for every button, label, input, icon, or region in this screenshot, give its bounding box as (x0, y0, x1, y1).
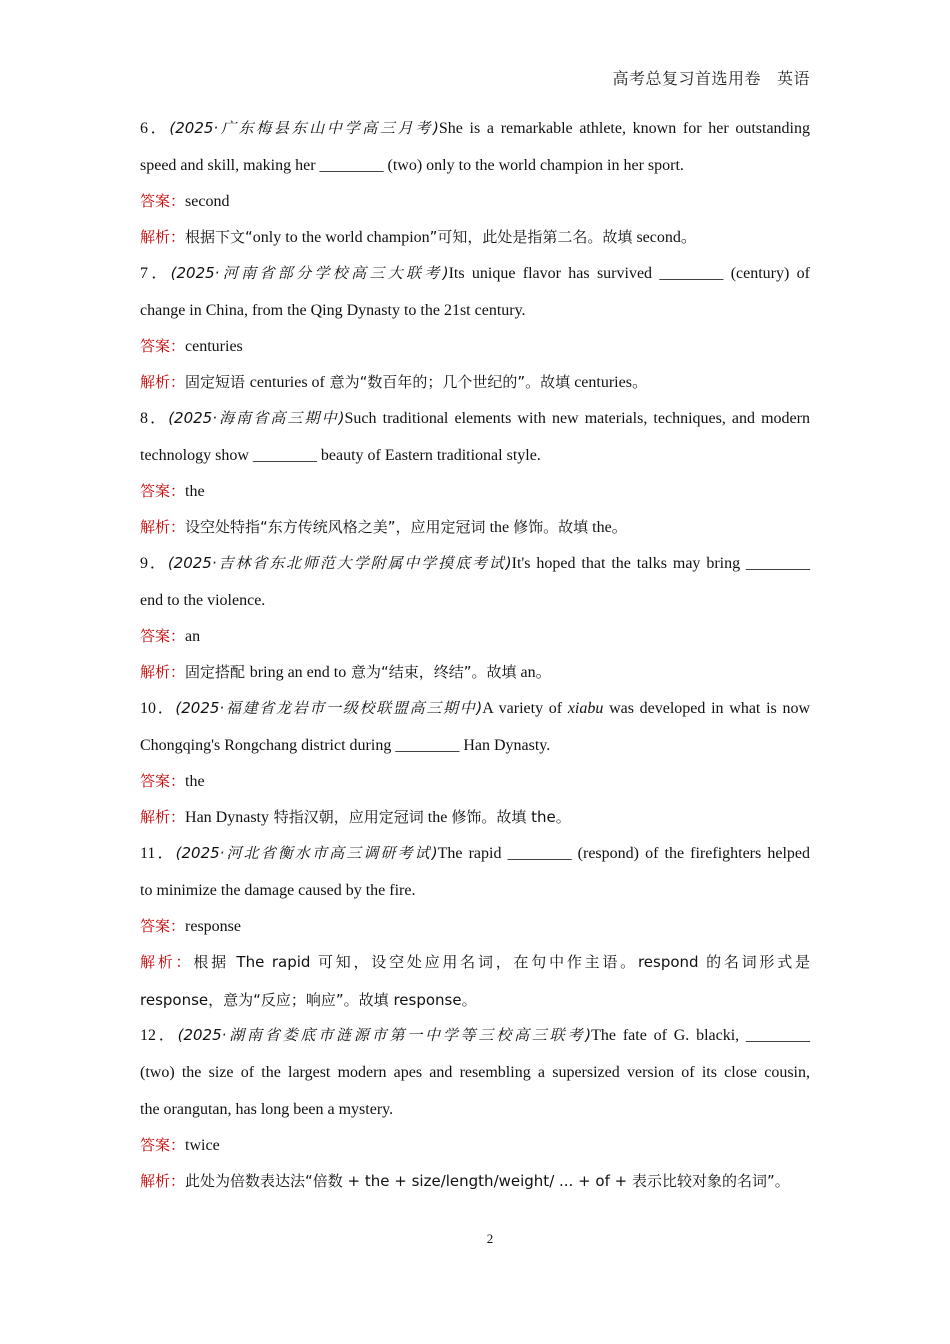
answer-label: 答案： (140, 192, 186, 210)
answer-value: second (185, 193, 230, 210)
question-text (140, 118, 810, 139)
question-number: 12． (140, 1027, 178, 1044)
answer-label: 答案： (140, 917, 186, 935)
analysis-text: 意为“结束，终结”。故填 (346, 663, 517, 681)
analysis-text: the (423, 809, 452, 826)
analysis-line (140, 227, 810, 248)
answer-label: 答案： (140, 1136, 186, 1154)
analysis-label: 解析： (140, 663, 186, 681)
question-line: She is a remarkable athlete, known for her outstanding (438, 120, 810, 137)
question-line: The fate of G. blacki, ________ (591, 1027, 810, 1044)
question-line: Chongqing's Rongchang district during ________ Han Dynasty. (140, 737, 551, 754)
question-source: (2025·广东梅县东山中学高三月考) (169, 119, 439, 137)
header-title: 高考总复习首选用卷 (612, 69, 761, 88)
answer-line (140, 626, 810, 647)
question-number: 7． (140, 265, 171, 282)
page-number: 2 (486, 1231, 494, 1246)
answer-value: the (185, 483, 205, 500)
analysis-text: 根据下文“ (185, 228, 253, 246)
analysis-label: 解析： (140, 228, 186, 246)
answer-value: twice (185, 1137, 220, 1154)
header-subject: 英语 (776, 69, 810, 88)
question-7 (140, 263, 810, 393)
analysis-text: Han Dynasty (185, 809, 269, 826)
analysis-text: the (485, 519, 514, 536)
answer-line (140, 481, 810, 502)
question-line: Its unique flavor has survived ________ (century) of (448, 265, 810, 282)
analysis-label: 解析： (140, 953, 194, 971)
analysis-label: 解析： (140, 518, 186, 536)
question-12 (140, 1025, 810, 1192)
question-text (140, 408, 810, 429)
answer-line (140, 1135, 810, 1156)
answer-label: 答案： (140, 627, 186, 645)
question-text (140, 553, 810, 574)
question-italic-term: xiabu (567, 700, 604, 717)
question-source: (2025·湖南省娄底市涟源市第一中学等三校高三联考) (177, 1026, 592, 1044)
answer-label: 答案： (140, 482, 186, 500)
question-text (140, 1025, 810, 1046)
question-list (140, 118, 810, 1192)
answer-label: 答案： (140, 337, 186, 355)
question-source: (2025·河南省部分学校高三大联考) (170, 264, 449, 282)
analysis-line (140, 952, 810, 973)
question-line: It's hoped that the talks may bring ________ (511, 555, 810, 572)
question-source: (2025·海南省高三期中) (168, 409, 345, 427)
question-line: technology show ________ beauty of Eastern traditional style. (140, 447, 541, 464)
analysis-text: centuries of (249, 374, 325, 391)
question-line: Such traditional elements with new materials, techniques, and modern (344, 410, 810, 427)
answer-label: 答案： (140, 772, 186, 790)
analysis-text: 修饰。故填 (513, 518, 589, 536)
question-number: 11． (140, 845, 176, 862)
analysis-text: centuries。 (570, 374, 648, 391)
analysis-line (140, 662, 810, 683)
analysis-text: response，意为“反应；响应”。故填 response。 (140, 991, 477, 1009)
question-6 (140, 118, 810, 248)
answer-value: the (185, 773, 205, 790)
question-line: the orangutan, has long been a mystery. (140, 1101, 394, 1118)
question-line: was developed in what is now (603, 700, 810, 717)
answer-line (140, 336, 810, 357)
question-line: end to the violence. (140, 592, 266, 609)
question-9 (140, 553, 810, 683)
answer-line (140, 916, 810, 937)
question-text (140, 843, 810, 864)
question-source: (2025·河北省衡水市高三调研考试) (175, 844, 438, 862)
analysis-text: 固定短语 (185, 373, 250, 391)
analysis-line (140, 1171, 810, 1192)
analysis-text: 设空处特指“东方传统风格之美”，应用定冠词 (185, 518, 486, 536)
analysis-text: 修饰。故填 the。 (451, 808, 571, 826)
question-8 (140, 408, 810, 538)
analysis-line (140, 372, 810, 393)
question-line: speed and skill, making her ________ (two) only to the world champion in her sport. (140, 157, 684, 174)
analysis-label: 解析： (140, 1172, 186, 1190)
question-number: 8． (140, 410, 169, 427)
analysis-text: 此处为倍数表达法“倍数 + the + size/length/weight/ ... + of + 表示比较对象的名词”。 (185, 1172, 790, 1190)
answer-value: centuries (185, 338, 243, 355)
question-line: A variety of (482, 700, 568, 717)
analysis-label: 解析： (140, 373, 186, 391)
question-line: to minimize the damage caused by the fire. (140, 882, 416, 899)
analysis-line (140, 517, 810, 538)
analysis-text: 特指汉朝，应用定冠词 (269, 808, 424, 826)
question-11 (140, 843, 810, 1010)
question-line: The rapid ________ (respond) of the firefighters helped (437, 845, 810, 862)
question-source: (2025·福建省龙岩市一级校联盟高三期中) (175, 699, 483, 717)
analysis-text: 根据 The rapid 可知，设空处应用名词，在句中作主语。respond 的名词形式是 (193, 953, 810, 971)
analysis-text: 固定搭配 (185, 663, 250, 681)
question-number: 6． (140, 120, 170, 137)
question-line: change in China, from the Qing Dynasty to the 21st century. (140, 302, 526, 319)
question-line: (two) the size of the largest modern apes and resembling a supersized version of its close cousin, (140, 1064, 810, 1081)
analysis-text: bring an end to (249, 664, 347, 681)
question-text (140, 698, 810, 719)
question-10 (140, 698, 810, 828)
answer-line (140, 771, 810, 792)
analysis-text: 意为“数百年的；几个世纪的”。故填 (324, 373, 571, 391)
question-number: 10． (140, 700, 176, 717)
analysis-text: second。 (632, 229, 697, 246)
question-source: (2025·吉林省东北师范大学附属中学摸底考试) (167, 554, 512, 572)
question-text (140, 263, 810, 284)
analysis-line (140, 807, 810, 828)
page-header (612, 66, 810, 89)
answer-value: response (185, 918, 241, 935)
analysis-label: 解析： (140, 808, 186, 826)
answer-value: an (185, 628, 201, 645)
analysis-text: the。 (588, 519, 628, 536)
analysis-text: only to the world champion (252, 229, 430, 246)
answer-line (140, 191, 810, 212)
analysis-text: ”可知，此处是指第二名。故填 (429, 228, 633, 246)
question-number: 9． (140, 555, 168, 572)
analysis-text: an。 (516, 664, 552, 681)
